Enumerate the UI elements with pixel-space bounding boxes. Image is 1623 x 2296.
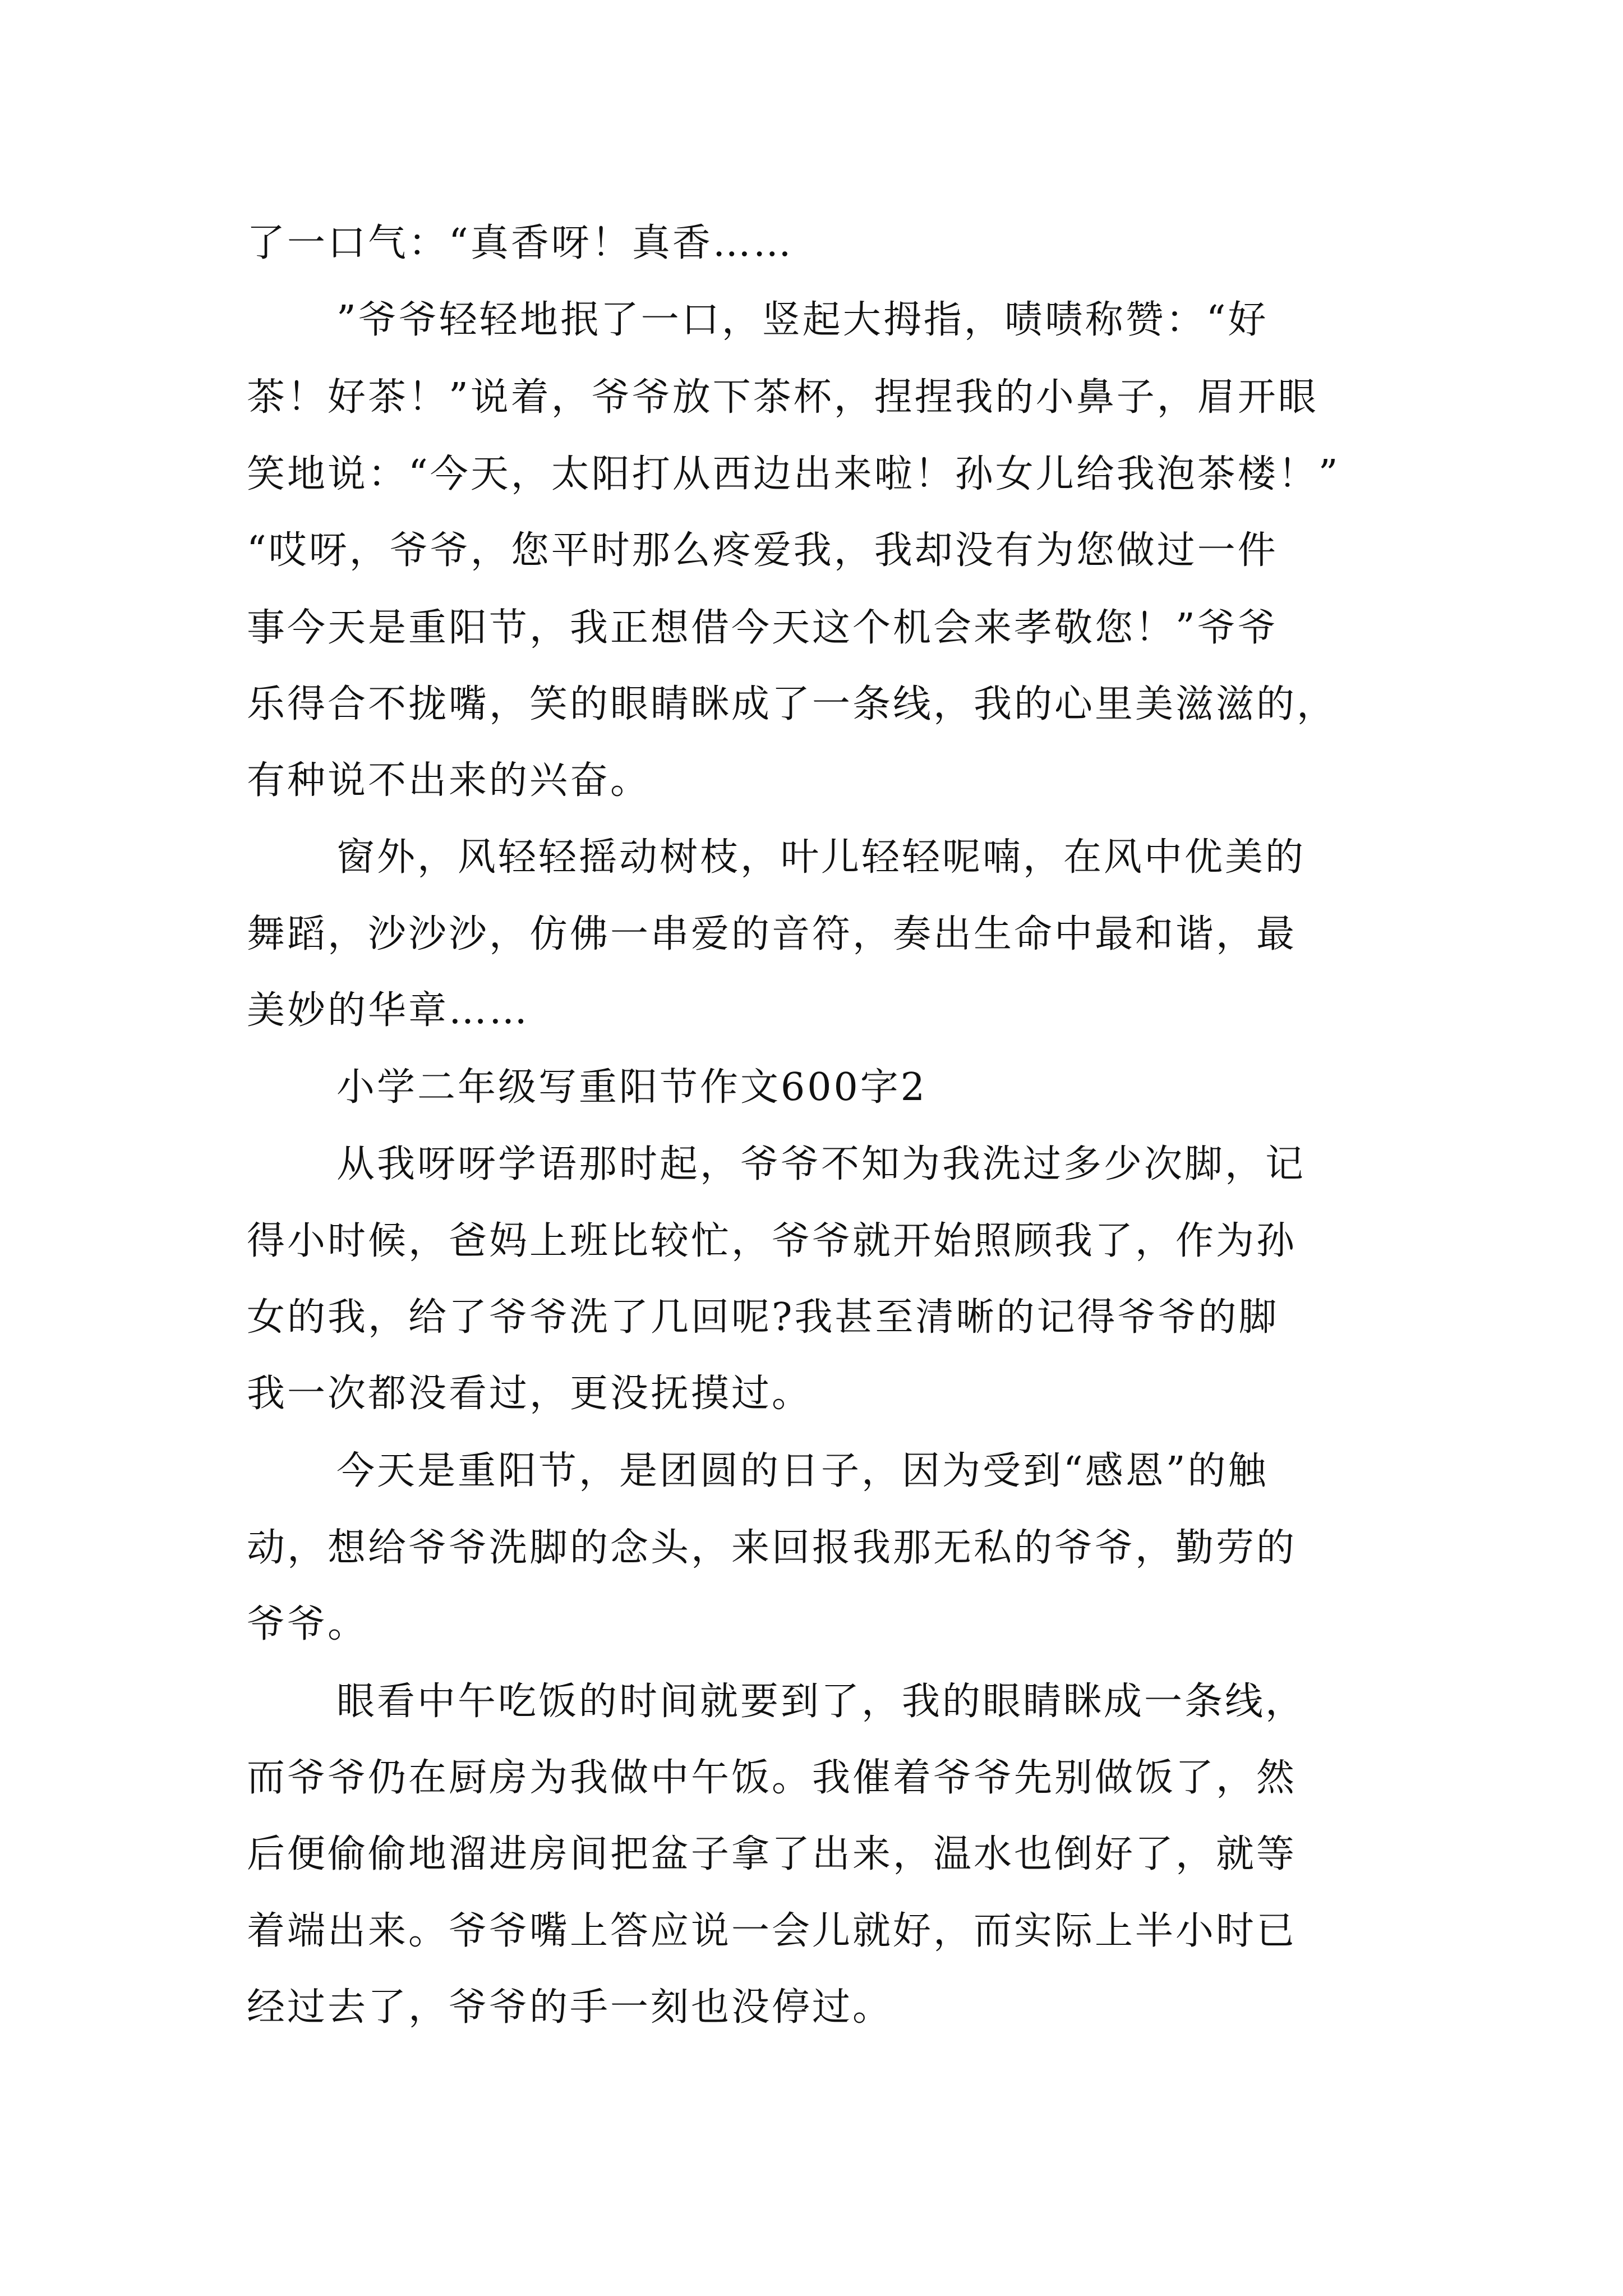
text-line: 爷爷。 — [247, 1602, 368, 1646]
text-line: 事今天是重阳节，我正想借今天这个机会来孝敬您！”爷爷 — [247, 606, 1278, 650]
text-line: 今天是重阳节，是团圆的日子，因为受到“感恩”的触 — [336, 1449, 1269, 1493]
text-line: 有种说不出来的兴奋。 — [247, 758, 651, 803]
text-line: 茶！好茶！”说着，爷爷放下茶杯，捏捏我的小鼻子，眉开眼 — [247, 375, 1318, 420]
section-heading: 小学二年级写重阳节作文600字2 — [336, 1065, 928, 1110]
text-line: 得小时候，爸妈上班比较忙，爷爷就开始照顾我了，作为孙 — [247, 1219, 1297, 1263]
text-line: 笑地说：“今天，太阳打从西边出来啦！孙女儿给我泡茶楼！” — [247, 452, 1340, 496]
text-line: ”爷爷轻轻地抿了一口，竖起大拇指，啧啧称赞：“好 — [336, 298, 1269, 342]
text-line: 女的我，给了爷爷洗了几回呢?我甚至清晰的记得爷爷的脚 — [247, 1295, 1279, 1340]
text-line: 动，想给爷爷洗脚的念头，来回报我那无私的爷爷，勤劳的 — [247, 1526, 1297, 1570]
text-line: 而爷爷仍在厨房为我做中午饭。我催着爷爷先别做饭了，然 — [247, 1756, 1297, 1800]
text-line: 了一口气：“真香呀！真香…… — [247, 221, 794, 265]
text-line: 眼看中午吃饭的时间就要到了，我的眼睛眯成一条线， — [336, 1680, 1306, 1724]
text-line: 美妙的华章…… — [247, 988, 530, 1033]
text-line: “哎呀，爷爷，您平时那么疼爱我，我却没有为您做过一件 — [247, 528, 1278, 573]
text-line: 经过去了，爷爷的手一刻也没停过。 — [247, 1985, 893, 2030]
text-line: 舞蹈，沙沙沙，仿佛一串爱的音符，奏出生命中最和谐，最 — [247, 912, 1297, 956]
text-line: 着端出来。爷爷嘴上答应说一会儿就好，而实际上半小时已 — [247, 1909, 1297, 1953]
text-line: 乐得合不拢嘴，笑的眼睛眯成了一条线，我的心里美滋滋的， — [247, 682, 1338, 726]
text-line: 从我呀呀学语那时起，爷爷不知为我洗过多少次脚，记 — [336, 1142, 1306, 1186]
text-line: 窗外，风轻轻摇动树枝，叶儿轻轻呢喃，在风中优美的 — [336, 835, 1306, 880]
text-line: 我一次都没看过，更没抚摸过。 — [247, 1372, 813, 1416]
text-line: 后便偷偷地溜进房间把盆子拿了出来，温水也倒好了，就等 — [247, 1832, 1297, 1876]
